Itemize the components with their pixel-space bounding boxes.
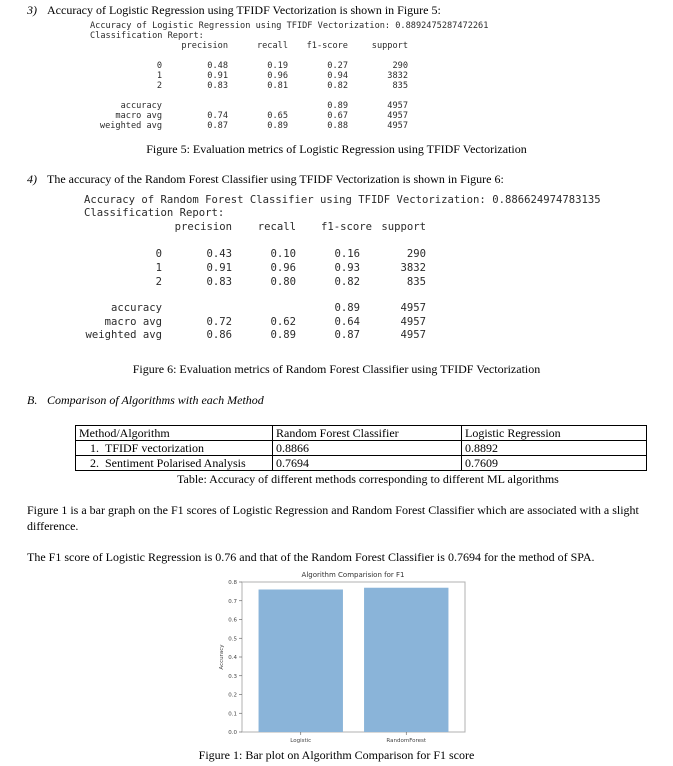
cell-f1: 0.88 (327, 121, 348, 131)
cell-support: 4957 (387, 121, 408, 131)
sec3-heading: Accuracy of Logistic Regression using TFIDF Vectorization is shown in Figure 5: (47, 3, 441, 17)
cell-recall: 0.80 (270, 276, 296, 288)
x-tick-label: Logistic (290, 738, 312, 744)
sec4-col-recall: recall (257, 221, 296, 233)
method-name: Sentiment Polarised Analysis (105, 456, 246, 470)
summary-label: macro avg (104, 316, 162, 328)
sec4-number: 4) (27, 172, 37, 186)
y-tick-label: 0.6 (228, 617, 237, 624)
cell-support: 835 (406, 276, 426, 288)
table-row-label: 0 (155, 248, 162, 260)
cell-f1: 0.82 (334, 276, 360, 288)
table-row (76, 441, 647, 456)
table-row-label: 1 (156, 71, 162, 81)
cell-f1: 0.89 (327, 101, 348, 111)
y-tick-label: 0.8 (228, 580, 237, 586)
cell-f1: 0.64 (334, 316, 360, 328)
secB-letter: B. (27, 393, 38, 407)
y-tick-label: 0.5 (228, 636, 237, 643)
y-tick-label: 0.1 (228, 711, 237, 718)
comparison-table (75, 425, 647, 471)
cell-f1: 0.87 (334, 329, 360, 341)
cell-precision: 0.48 (207, 61, 228, 71)
table-row-label: 0 (156, 61, 162, 71)
cell-precision: 0.87 (207, 121, 228, 131)
summary-label: weighted avg (85, 329, 162, 341)
cell-support: 4957 (387, 111, 408, 121)
cell-support: 4957 (400, 302, 426, 314)
table-caption: Table: Accuracy of different methods corresponding to different ML algorithms (177, 472, 559, 486)
sec3-col-support: support (371, 41, 408, 51)
y-axis-label: Accuracy (219, 644, 225, 670)
bar-logistic (259, 590, 343, 733)
table-header-row (76, 426, 647, 441)
cell-precision: 0.83 (207, 81, 228, 91)
sec3-col-recall: recall (256, 41, 288, 51)
table-row-label: 2 (155, 276, 162, 288)
cell-precision: 0.72 (206, 316, 232, 328)
summary-label: macro avg (115, 111, 162, 121)
cell-precision: 0.43 (206, 248, 232, 260)
cell-precision: 0.91 (206, 262, 232, 274)
chart-title: Algorithm Comparision for F1 (301, 571, 405, 579)
y-tick-label: 0.7 (228, 598, 237, 605)
method-cell (76, 456, 273, 471)
cell-f1: 0.94 (327, 71, 348, 81)
summary-label: weighted avg (99, 121, 162, 131)
cell-recall: 0.96 (270, 262, 296, 274)
y-tick-label: 0.3 (228, 673, 237, 680)
sec4-col-support: support (381, 221, 426, 233)
table-row-label: 2 (156, 81, 162, 91)
cell-precision: 0.91 (207, 71, 228, 81)
cell-f1: 0.16 (334, 248, 360, 260)
cell-support: 835 (392, 81, 408, 91)
header-method: Method/Algorithm (76, 426, 273, 441)
cell-precision: 0.83 (206, 276, 232, 288)
cell-recall: 0.10 (270, 248, 296, 260)
method-cell (76, 441, 273, 456)
cell-recall: 0.96 (267, 71, 288, 81)
bars (259, 588, 449, 732)
y-tick-label: 0.0 (228, 730, 237, 736)
cell-precision: 0.86 (206, 329, 232, 341)
x-axis (290, 732, 427, 744)
cell-precision: 0.74 (207, 111, 228, 121)
secB-heading: Comparison of Algorithms with each Method (47, 393, 264, 407)
paragraph-1: Figure 1 is a bar graph on the F1 scores of Logistic Regression and Random Forest Classifier which are associated with a slight difference. (27, 503, 639, 533)
cell-recall: 0.19 (267, 61, 288, 71)
cell-recall: 0.81 (267, 81, 288, 91)
sec4-accuracy-line: Accuracy of Random Forest Classifier using TFIDF Vectorization: 0.886624974783135 (84, 194, 601, 206)
y-tick-label: 0.4 (228, 655, 237, 661)
cell-recall: 0.65 (267, 111, 288, 121)
sec3-col-precision: precision (181, 41, 228, 51)
cell-f1: 0.82 (327, 81, 348, 91)
sec4-report-title: Classification Report: (84, 207, 225, 219)
sec3-accuracy-line: Accuracy of Logistic Regression using TFIDF Vectorization: 0.8892475287472261 (90, 21, 489, 31)
lr-cell: 0.8892 (462, 441, 647, 456)
header-lr: Logistic Regression (462, 426, 647, 441)
row-number: 2. (90, 456, 99, 470)
cell-f1: 0.27 (327, 61, 348, 71)
rf-cell: 0.8866 (273, 441, 462, 456)
sec4-heading: The accuracy of the Random Forest Classifier using TFIDF Vectorization is shown in Figure 6: (47, 172, 504, 186)
cell-recall: 0.89 (270, 329, 296, 341)
cell-support: 290 (392, 61, 408, 71)
bar-randomforest (364, 588, 448, 732)
cell-support: 4957 (387, 101, 408, 111)
f1-bar-chart (200, 568, 470, 746)
cell-f1: 0.67 (327, 111, 348, 121)
table-row-label: 1 (155, 262, 162, 274)
y-axis (228, 580, 242, 736)
cell-support: 4957 (400, 329, 426, 341)
row-number: 1. (90, 441, 99, 455)
sec4-col-precision: precision (174, 221, 232, 233)
x-tick-label: RandomForest (386, 738, 427, 744)
sec3-number: 3) (27, 3, 37, 17)
cell-f1: 0.93 (334, 262, 360, 274)
cell-recall: 0.89 (267, 121, 288, 131)
method-name: TFIDF vectorization (105, 441, 204, 455)
figure6-caption: Figure 6: Evaluation metrics of Random Forest Classifier using TFIDF Vectorization (132, 362, 541, 376)
cell-support: 290 (406, 248, 426, 260)
rf-cell: 0.7694 (273, 456, 462, 471)
summary-label: accuracy (110, 302, 162, 314)
cell-f1: 0.89 (334, 302, 360, 314)
lr-cell: 0.7609 (462, 456, 647, 471)
sec4-col-f1: f1-score (320, 221, 372, 233)
header-rf: Random Forest Classifier (273, 426, 462, 441)
sec3-col-f1: f1-score (306, 41, 348, 51)
cell-support: 4957 (400, 316, 426, 328)
figure1-caption: Figure 1: Bar plot on Algorithm Comparison for F1 score (198, 748, 475, 762)
summary-label: accuracy (120, 101, 162, 111)
paragraph-2: The F1 score of Logistic Regression is 0.76 and that of the Random Forest Classifier is 0.7694 for the method of SPA. (27, 550, 595, 564)
sec3-report-title: Classification Report: (90, 31, 204, 41)
figure5-caption: Figure 5: Evaluation metrics of Logistic Regression using TFIDF Vectorization (146, 142, 527, 156)
cell-recall: 0.62 (270, 316, 296, 328)
table-row (76, 456, 647, 471)
cell-support: 3832 (400, 262, 426, 274)
cell-support: 3832 (387, 71, 408, 81)
y-tick-label: 0.2 (228, 692, 237, 699)
